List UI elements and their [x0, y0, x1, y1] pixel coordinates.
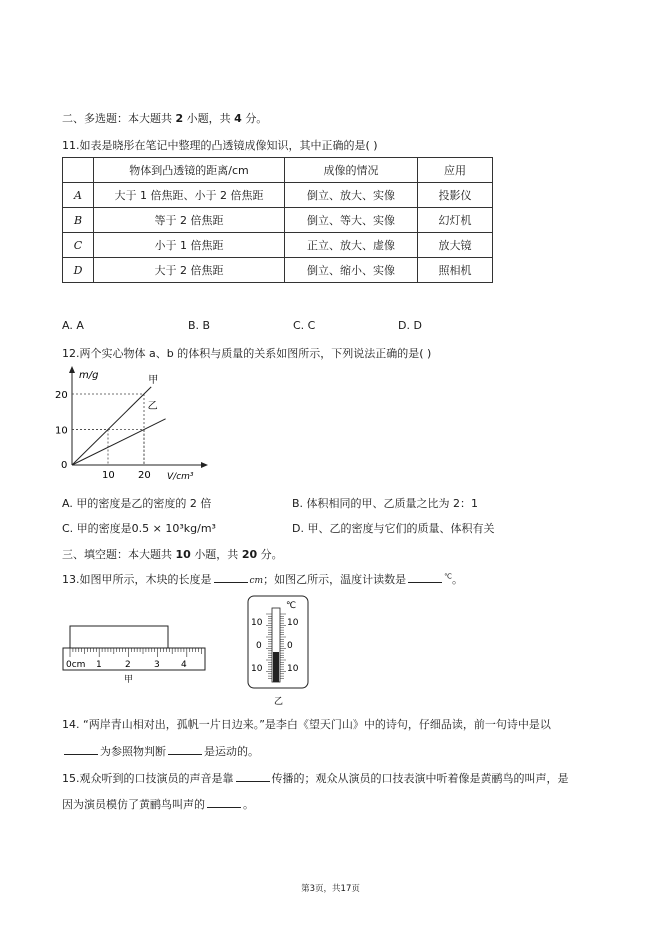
- series-label-jia: 甲: [148, 374, 159, 386]
- q15-text: 因为演员模仿了黄鹂鸟叫声的: [62, 798, 205, 811]
- unit-text: ℃: [444, 572, 452, 581]
- section-header-fill-blank: [62, 546, 283, 562]
- x-axis-arrow: [201, 462, 208, 468]
- thermometer-figure: [246, 594, 312, 710]
- answer-blank[interactable]: [168, 743, 202, 755]
- table-cell: 幻灯机: [418, 208, 493, 233]
- table-cell: 投影仪: [418, 183, 493, 208]
- thermo-left-label: 10: [251, 664, 263, 674]
- q12-option-d: D. 甲、乙的密度与它们的质量、体积有关: [292, 522, 495, 535]
- table-cell: 正立、放大、虚像: [285, 233, 418, 258]
- q12-stem: 12.两个实心物体 a、b 的体积与质量的关系如图所示，下列说法正确的是( ): [62, 347, 432, 360]
- table-header-row: [63, 158, 493, 183]
- table-row: [63, 183, 493, 208]
- table-cell: B: [63, 208, 94, 233]
- thermo-left-label: 10: [251, 618, 263, 628]
- q14-text: 是运动的。: [204, 745, 259, 758]
- q15-line1: [62, 770, 569, 786]
- table-header-cell: 应用: [418, 158, 493, 183]
- q11-option-d: D. D: [398, 319, 422, 332]
- ruler-label-0: 0cm: [66, 660, 86, 670]
- y-tick-label: 10: [55, 425, 68, 437]
- q15-text: 。: [243, 798, 254, 811]
- x-tick-label: 10: [102, 470, 115, 481]
- q13-text: ；如图乙所示，温度计读数是: [263, 573, 407, 586]
- q11-option-a: A. A: [62, 319, 84, 332]
- header-text: 分。: [260, 548, 283, 561]
- answer-blank[interactable]: [64, 743, 98, 755]
- points-count: 4: [234, 112, 242, 125]
- series-line-jia: [72, 387, 151, 465]
- q12-option-a: A. 甲的密度是乙的密度的 2 倍: [62, 497, 212, 510]
- table-header-cell: 物体到凸透镜的距离/cm: [94, 158, 285, 183]
- table-cell: 放大镜: [418, 233, 493, 258]
- table-cell: C: [63, 233, 94, 258]
- table-cell: 倒立、放大、实像: [285, 183, 418, 208]
- section-header-multi-choice: [62, 110, 267, 126]
- table-row: [63, 208, 493, 233]
- thermometer-caption: 乙: [274, 697, 284, 707]
- ruler-label-4: 4: [181, 660, 187, 670]
- header-text: 小题，共: [194, 548, 239, 561]
- x-tick-label: 20: [138, 470, 151, 481]
- table-cell: 大于 1 倍焦距、小于 2 倍焦距: [94, 183, 285, 208]
- header-text: 二、多选题：本大题共: [62, 112, 172, 125]
- thermo-right-label: 10: [287, 618, 299, 628]
- question-count: 2: [175, 112, 184, 125]
- thermometer-unit: ℃: [286, 601, 297, 611]
- y-axis-label: m/g: [79, 370, 99, 381]
- q15-line2: [62, 796, 254, 812]
- q11-option-c: C. C: [293, 319, 316, 332]
- table-cell: 照相机: [418, 258, 493, 283]
- q15-text: 15.观众听到的口技演员的声音是靠: [62, 772, 234, 785]
- page-footer: 第3页，共17页: [301, 884, 360, 894]
- ruler-figure: [62, 622, 212, 684]
- table-row: [63, 233, 493, 258]
- thermo-left-label: 0: [256, 641, 262, 651]
- y-axis-arrow: [69, 366, 75, 373]
- q14-text: 为参照物判断: [100, 745, 166, 758]
- points-count: 20: [241, 548, 258, 561]
- answer-blank[interactable]: [207, 796, 241, 808]
- table-cell: 倒立、等大、实像: [285, 208, 418, 233]
- thermo-right-label: 10: [287, 664, 299, 674]
- ruler-label-1: 1: [96, 660, 102, 670]
- header-text: 小题，共: [186, 112, 231, 125]
- table-cell: D: [63, 258, 94, 283]
- header-text: 三、填空题：本大题共: [62, 548, 172, 561]
- series-label-yi: 乙: [147, 400, 158, 412]
- y-tick-label: 20: [55, 390, 68, 401]
- answer-blank[interactable]: [236, 770, 270, 782]
- q14-line2: [62, 743, 259, 759]
- q13-stem: [62, 571, 463, 587]
- table-header-cell: 成像的情况: [285, 158, 418, 183]
- question-count: 10: [175, 548, 191, 561]
- q15-text: 传播的；观众从演员的口技表演中听着像是黄鹂鸟的叫声，是: [271, 772, 569, 785]
- x-axis-label: V/cm³: [167, 472, 194, 482]
- table-cell: 等于 2 倍焦距: [94, 208, 285, 233]
- mass-volume-chart: [55, 364, 215, 486]
- lens-table: [62, 157, 493, 283]
- q13-text: 13.如图甲所示，木块的长度是: [62, 573, 212, 586]
- ruler-caption: 甲: [124, 675, 134, 684]
- table-cell: 倒立、缩小、实像: [285, 258, 418, 283]
- ruler-label-3: 3: [154, 660, 160, 670]
- table-header-cell: [63, 158, 94, 183]
- series-line-yi: [72, 419, 166, 465]
- ruler-label-2: 2: [125, 660, 131, 670]
- q14-line1: 14. “两岸青山相对出，孤帆一片日边来。”是李白《望天门山》中的诗句，仔细品读，前一句诗中是以: [62, 718, 551, 731]
- table-cell: A: [63, 183, 94, 208]
- q13-text: 。: [451, 573, 463, 586]
- table-row: [63, 258, 493, 283]
- header-text: 分。: [245, 112, 268, 125]
- unit-text: cm: [249, 576, 264, 586]
- q12-option-b: B. 体积相同的甲、乙质量之比为 2：1: [292, 497, 479, 510]
- q11-option-b: B. B: [188, 319, 211, 332]
- table-cell: 小于 1 倍焦距: [94, 233, 285, 258]
- answer-blank[interactable]: [214, 571, 248, 583]
- wood-block: [70, 626, 168, 648]
- q11-stem: 11.如表是晓彤在笔记中整理的凸透镜成像知识，其中正确的是( ): [62, 139, 378, 152]
- answer-blank[interactable]: [408, 571, 442, 583]
- thermo-right-label: 0: [287, 641, 293, 651]
- origin-label: 0: [61, 460, 68, 471]
- q12-option-c: C. 甲的密度是0.5 × 10³kg/m³: [62, 522, 216, 535]
- thermometer-liquid: [273, 652, 279, 682]
- table-cell: 大于 2 倍焦距: [94, 258, 285, 283]
